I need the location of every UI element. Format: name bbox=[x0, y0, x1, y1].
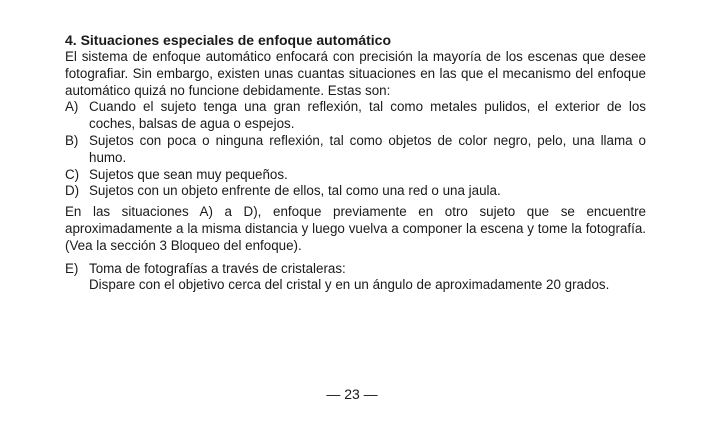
list-item-text: Sujetos con poca o ninguna reflexión, tal como objetos de color negro, pelo, una llama o humo. bbox=[89, 132, 646, 165]
list-item-c bbox=[65, 167, 646, 184]
list-marker: A) bbox=[65, 99, 79, 115]
list-item-a bbox=[65, 99, 646, 133]
list-item-body bbox=[89, 261, 646, 295]
list-item-text: Cuando el sujeto tenga una gran reflexión, tal como metales pulidos, el exterior de los coches, balsas de agua o espejos. bbox=[89, 99, 646, 132]
list-marker: C) bbox=[65, 166, 80, 182]
page-number: — 23 — bbox=[326, 386, 378, 402]
list-item-b bbox=[65, 133, 646, 167]
page-content bbox=[65, 32, 646, 294]
list-item-e bbox=[65, 261, 646, 295]
list-marker: B) bbox=[65, 132, 79, 148]
list-marker: D) bbox=[65, 183, 80, 199]
list-item-d bbox=[65, 183, 646, 200]
list-item-title: Toma de fotografías a través de cristaleras: bbox=[89, 260, 346, 276]
list-item-text: Sujetos que sean muy pequeños. bbox=[89, 166, 288, 182]
advice-paragraph: En las situaciones A) a D), enfoque previamente en otro sujeto que se encuentre aproximadamente a la misma distancia y luego vuelva a componer la escena y tome la fotografía. (Vea la sección 3 Bloqueo del enfoque). bbox=[65, 204, 646, 253]
list-item-text: Dispare con el objetivo cerca del cristal y en un ángulo de aproximadamente 20 grados. bbox=[89, 277, 610, 293]
section-heading: 4. Situaciones especiales de enfoque automático bbox=[65, 32, 391, 48]
list-marker: E) bbox=[65, 260, 79, 276]
list-item-text: Sujetos con un objeto enfrente de ellos, tal como una red o una jaula. bbox=[89, 183, 501, 199]
intro-paragraph: El sistema de enfoque automático enfocará con precisión la mayoría de los escenas que desee fotografiar. Sin embargo, existen unas cuantas situaciones en las que el mecanismo del enfoque automático quizá no funcione debidamente. Estas son: bbox=[65, 49, 646, 98]
